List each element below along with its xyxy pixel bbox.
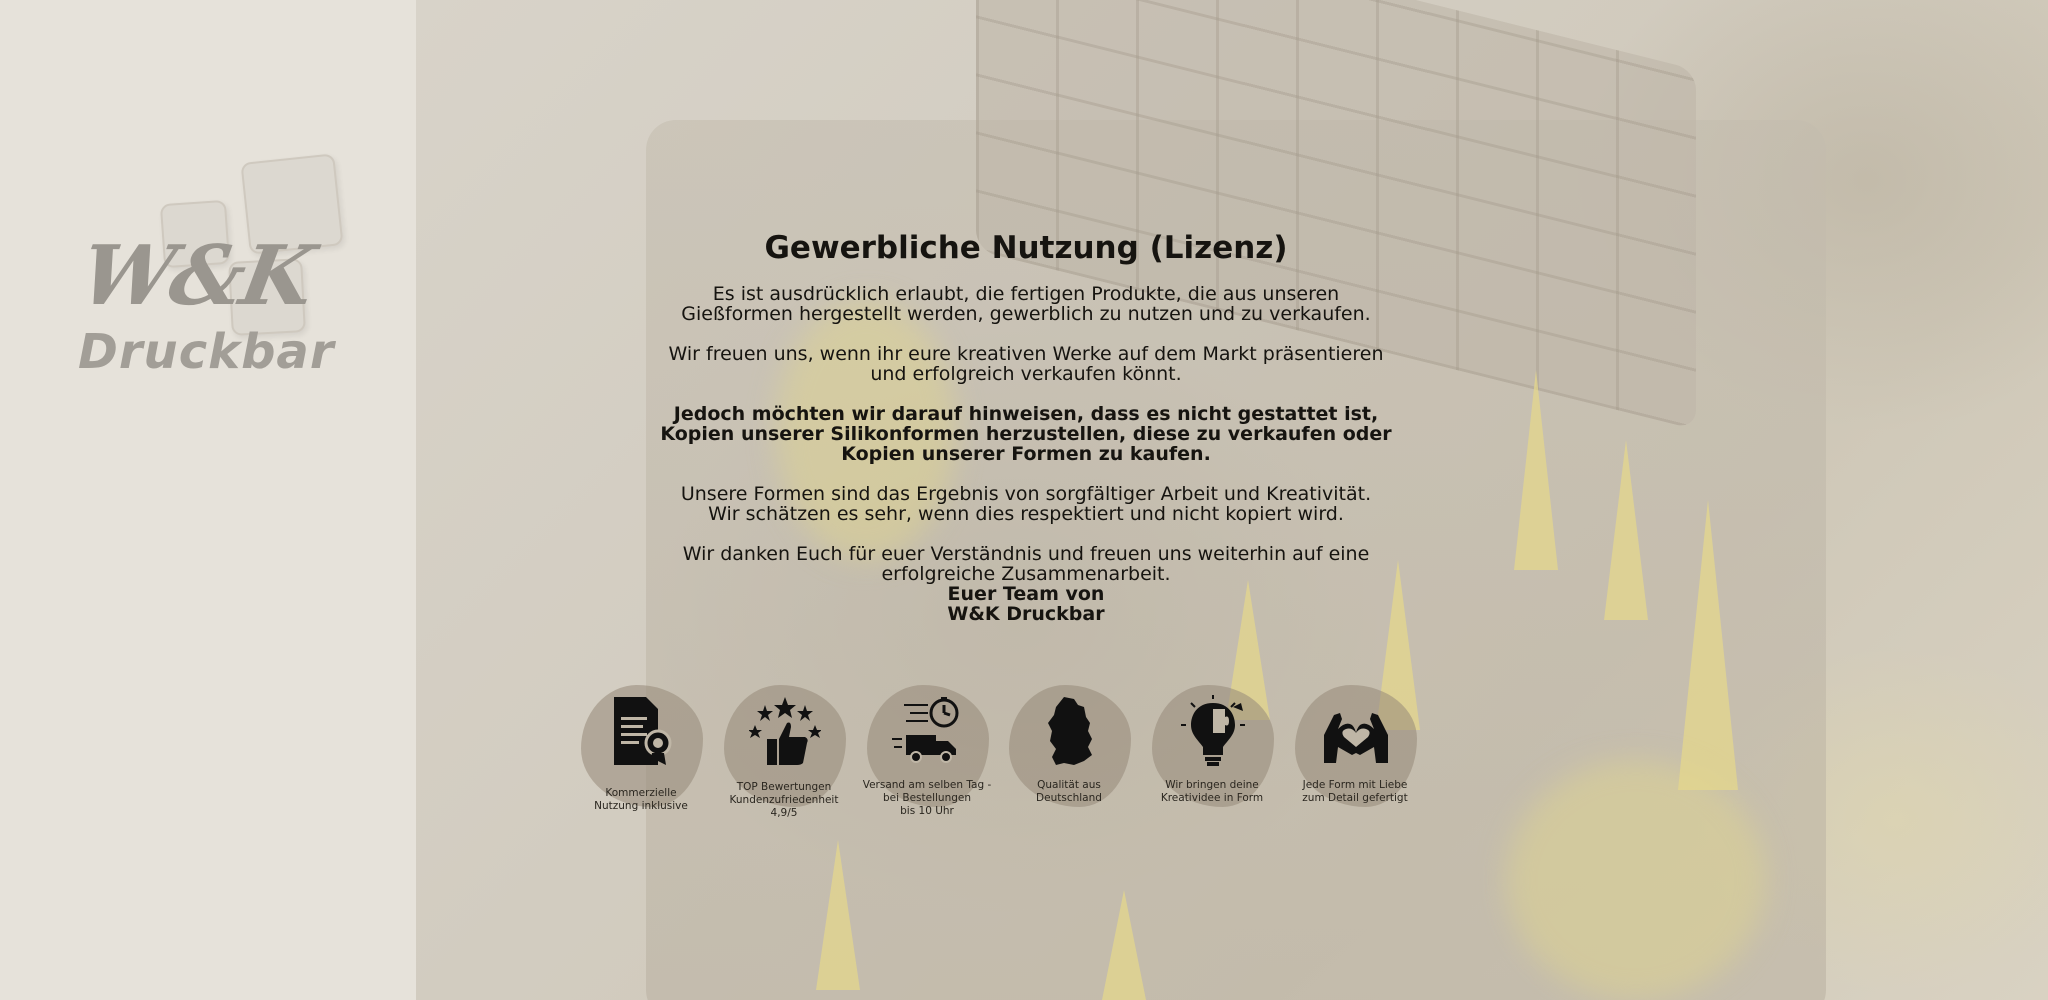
license-text-block <box>646 225 1406 624</box>
lightbulb-puzzle-icon <box>1177 695 1249 767</box>
feature-item <box>719 685 849 825</box>
brand-logo[interactable] <box>70 150 360 390</box>
license-paragraph: Wir danken Euch für euer Verständnis und freuen uns weiterhin auf eine erfolgreiche Zusammenarbeit. <box>682 543 1370 585</box>
feature-label: TOP Bewertungen Kundenzufriedenheit 4,9/5 <box>729 781 839 819</box>
feature-item <box>1004 685 1134 825</box>
team-signature: Euer Team von W&K Druckbar <box>947 583 1105 625</box>
feature-label: Wir bringen deine Kreatividee in Form <box>1160 779 1264 804</box>
background-glow <box>1506 760 1766 1000</box>
background-tree <box>1604 440 1648 620</box>
license-paragraph: Unsere Formen sind das Ergebnis von sorgfältiger Arbeit und Kreativität. Wir schätzen es sehr, wenn dies respektiert und nicht kopiert wird. <box>680 483 1372 525</box>
logo-text-main: W&K <box>73 228 319 324</box>
fast-delivery-truck-icon <box>892 695 964 767</box>
logo-text-sub: Druckbar <box>78 324 335 380</box>
feature-badges <box>576 685 1456 825</box>
feature-item <box>862 685 992 825</box>
heart-hands-icon <box>1320 695 1392 767</box>
license-restriction-paragraph: Jedoch möchten wir darauf hinweisen, dass es nicht gestattet ist, Kopien unserer Silikonformen herzustellen, diese zu verkaufen oder Kopien unserer Formen zu kaufen. <box>660 403 1392 465</box>
main-content <box>416 0 2048 1000</box>
background-tree <box>816 840 860 990</box>
background-tree <box>1102 890 1146 1000</box>
feature-label: Kommerzielle Nutzung inklusive <box>594 787 688 812</box>
background-tree <box>1678 500 1738 790</box>
license-paragraph: Wir freuen uns, wenn ihr eure kreativen Werke auf dem Markt präsentieren und erfolgreich verkaufen könnt. <box>668 343 1384 385</box>
feature-item <box>576 685 706 825</box>
thumbs-up-stars-icon <box>749 695 821 767</box>
feature-label: Qualität aus Deutschland <box>1036 779 1102 804</box>
page-title: Gewerbliche Nutzung (Lizenz) <box>764 230 1288 266</box>
germany-map-icon <box>1034 695 1106 767</box>
license-certificate-icon <box>606 695 678 767</box>
feature-label: Jede Form mit Liebe zum Detail gefertigt <box>1302 779 1408 804</box>
feature-item <box>1290 685 1420 825</box>
sidebar <box>0 0 416 1000</box>
feature-item <box>1147 685 1277 825</box>
feature-label: Versand am selben Tag - bei Bestellungen bis 10 Uhr <box>862 779 992 817</box>
license-paragraph: Es ist ausdrücklich erlaubt, die fertigen Produkte, die aus unseren Gießformen hergestellt werden, gewerblich zu nutzen und zu verkaufen. <box>681 283 1371 325</box>
background-tree <box>1514 370 1558 570</box>
